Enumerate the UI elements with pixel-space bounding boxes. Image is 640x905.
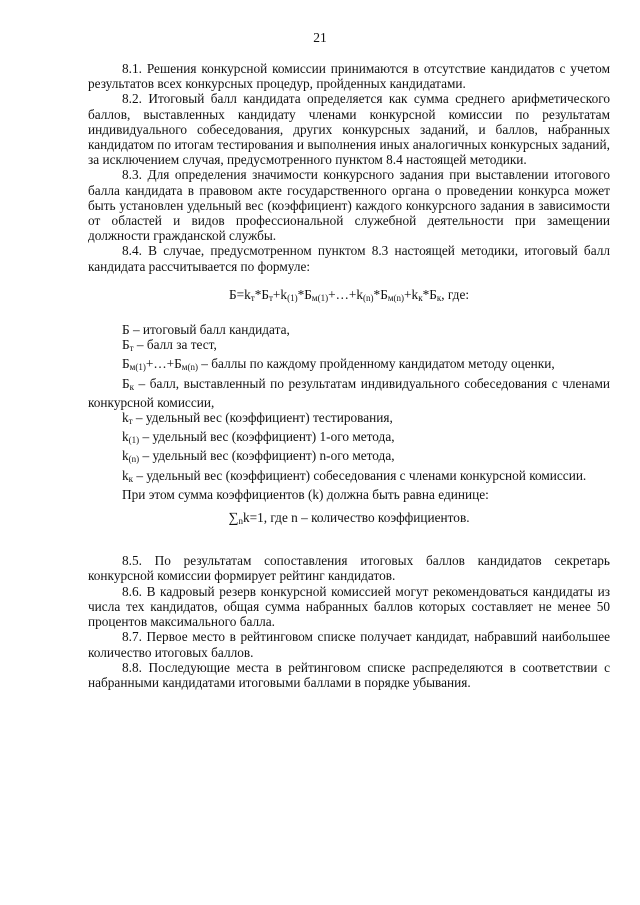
definition-test-weight: $k_т$ – удельный вес (коэффициент) тестирования, — [122, 410, 393, 427]
definition-test-score: $Б_т$ – балл за тест, — [122, 337, 217, 354]
definition-interview-weight: $k_к$ – удельный вес (коэффициент) собеседования с членами конкурсной комиссии. — [122, 467, 587, 484]
definition-total-score: Б – итоговый балл кандидата, — [122, 322, 290, 338]
paragraph-8-7: 8.7. Первое место в рейтинговом списке получает кандидат, набравший наибольшее количество итоговых баллов. — [88, 629, 610, 660]
score-formula: $Б=k_т*Б_т+k_{(1)}*Б_{м(1)}+\dots+k_{(n)}*Б_{м(n)}+k_к*Б_к$, где: — [228, 286, 470, 303]
sigma-symbol: ∑ — [228, 511, 239, 527]
paragraph-8-2: 8.2. Итоговый балл кандидата определяется как сумма среднего арифметического баллов, выставленных кандидату членами конкурсной комиссии по результатам индивидуального собеседования, других конкурсных заданий, и баллов, набранных кандидатом по итогам тестирования и выполнения иных аналогичных конкурсных заданий, за исключением случая, предусмотренного пунктом 8.4 настоящей методики. — [88, 91, 610, 168]
definition-interview-score: $Б_к$ – балл, выставленный по результатам индивидуального собеседования с членами конкурсной комиссии, — [88, 375, 610, 410]
definition-methodn-weight: $k_{(n)}$ – удельный вес (коэффициент) n-ого метода, — [122, 448, 395, 465]
definition-method1-weight: $k_{(1)}$ – удельный вес (коэффициент) 1-ого метода, — [122, 429, 395, 446]
paragraph-8-6: 8.6. В кадровый резерв конкурсной комиссией могут рекомендоваться кандидаты из числа тех кандидатов, общая сумма набранных баллов которых составляет не менее 50 процентов максимального балла. — [88, 583, 610, 630]
paragraph-8-1: 8.1. Решения конкурсной комиссии принимаются в отсутствие кандидатов с учетом результатов всех конкурсных процедур, пройденных кандидатами. — [88, 61, 610, 92]
document-body — [88, 61, 610, 690]
paragraph-8-5: 8.5. По результатам сопоставления итоговых баллов кандидатов секретарь конкурсной комиссии формирует рейтинг кандидатов. — [88, 553, 610, 584]
coefficient-sum-note: При этом сумма коэффициентов (k) должна быть равна единице: — [122, 486, 489, 502]
paragraph-8-3: 8.3. Для определения значимости конкурсного задания при выставлении итогового балла кандидата в правовом акте государственного органа о проведении конкурса может быть установлен удельный вес (коэффициент) каждого конкурсного задания в зависимости от областей и видов профессиональной служебной деятельности при замещении должности гражданской службы. — [88, 167, 610, 244]
paragraph-8-4: 8.4. В случае, предусмотренном пунктом 8.3 настоящей методики, итоговый балл кандидата рассчитывается по формуле: — [88, 243, 610, 274]
page-number: 21 — [313, 30, 327, 45]
paragraph-8-8: 8.8. Последующие места в рейтинговом списке распределяются в соответствии с набранными кандидатами итоговыми баллами в порядке убывания. — [88, 659, 610, 690]
definition-method-scores: $Б_{м(1)}+\dots+Б_{м(n)}$ – баллы по каждому пройденному кандидатом методу оценки, — [122, 356, 555, 373]
coefficient-sum-formula: $\sum_nk=1$, где n – количество коэффициентов. — [228, 510, 470, 527]
